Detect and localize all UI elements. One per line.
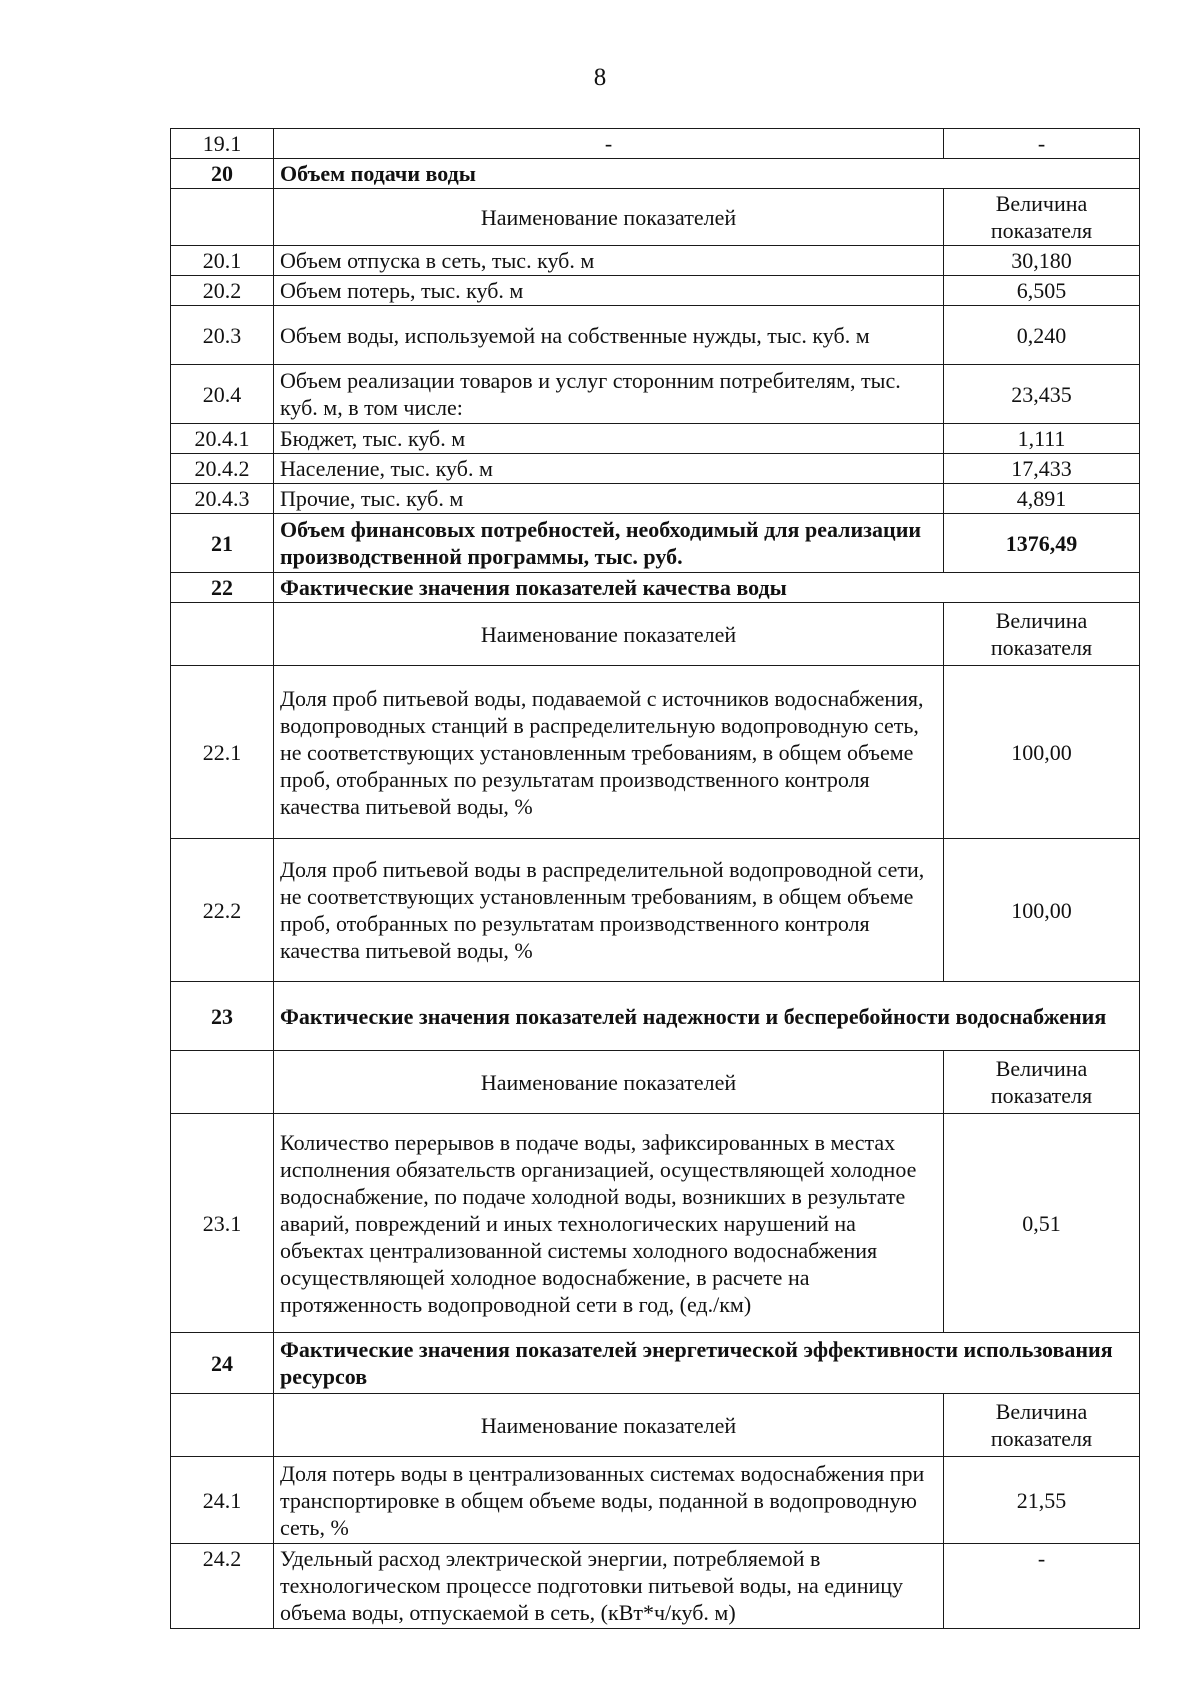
- row-name: Удельный расход электрической энергии, потребляемой в технологическом процессе подготовки питьевой воды, на единицу объема воды, отпускаемой в сеть, (кВт*ч/куб. м): [274, 1544, 944, 1629]
- header-blank-cell: [171, 1051, 274, 1114]
- row-value: -: [944, 129, 1140, 159]
- section-row: [171, 159, 1140, 189]
- table-row: [171, 129, 1140, 159]
- section-number: 21: [171, 514, 274, 573]
- row-name: Бюджет, тыс. куб. м: [274, 424, 944, 454]
- header-name: Наименование показателей: [274, 189, 944, 246]
- table-row: [171, 365, 1140, 424]
- table-row: [171, 1457, 1140, 1544]
- row-value: 1,111: [944, 424, 1140, 454]
- row-name: Количество перерывов в подаче воды, зафиксированных в местах исполнения обязательств организацией, осуществляющей холодное водоснабжение, по подаче холодной воды, возникших в результате аварий, повреждений и иных технологических нарушений на объектах централизованной системы холодного водоснабжения осуществляющей холодное водоснабжение, в расчете на протяженность водопроводной сети в год, (ед./км): [274, 1114, 944, 1333]
- row-name: Доля проб питьевой воды, подаваемой с источников водоснабжения, водопроводных станций в распределительную водопроводную сеть, не соответствующих установленным требованиям, в общем объеме проб, отобранных по результатам производственного контроля качества питьевой воды, %: [274, 666, 944, 839]
- table-row: [171, 1544, 1140, 1629]
- row-number: 20.2: [171, 276, 274, 306]
- row-name: -: [274, 129, 944, 159]
- section-title: Объем подачи воды: [274, 159, 1140, 189]
- header-name: Наименование показателей: [274, 1051, 944, 1114]
- header-value: Величина показателя: [944, 1394, 1140, 1457]
- table-row: [171, 1114, 1140, 1333]
- row-number: 20.1: [171, 246, 274, 276]
- row-name: Доля проб питьевой воды в распределительной водопроводной сети, не соответствующих установленным требованиям, в общем объеме проб, отобранных по результатам производственного контроля качества питьевой воды, %: [274, 839, 944, 982]
- row-number: 20.4.3: [171, 484, 274, 514]
- section-number: 22: [171, 573, 274, 603]
- row-value: 100,00: [944, 839, 1140, 982]
- row-number: 24.1: [171, 1457, 274, 1544]
- table-row: [171, 484, 1140, 514]
- row-name: Доля потерь воды в централизованных системах водоснабжения при транспортировке в общем объеме воды, поданной в водопроводную сеть, %: [274, 1457, 944, 1544]
- section-number: 20: [171, 159, 274, 189]
- row-value: 23,435: [944, 365, 1140, 424]
- row-value: 30,180: [944, 246, 1140, 276]
- section-row: [171, 514, 1140, 573]
- section-value: 1376,49: [944, 514, 1140, 573]
- header-value: Величина показателя: [944, 189, 1140, 246]
- section-title: Фактические значения показателей качества воды: [274, 573, 1140, 603]
- section-number: 23: [171, 982, 274, 1051]
- header-name: Наименование показателей: [274, 1394, 944, 1457]
- row-value: 0,51: [944, 1114, 1140, 1333]
- row-number: 24.2: [171, 1544, 274, 1629]
- header-value: Величина показателя: [944, 1051, 1140, 1114]
- table-row: [171, 454, 1140, 484]
- row-value: 6,505: [944, 276, 1140, 306]
- header-name: Наименование показателей: [274, 603, 944, 666]
- row-number: 20.4.2: [171, 454, 274, 484]
- row-name: Объем воды, используемой на собственные нужды, тыс. куб. м: [274, 306, 944, 365]
- section-title: Объем финансовых потребностей, необходимый для реализации производственной программы, тыс. руб.: [274, 514, 944, 573]
- header-blank-cell: [171, 1394, 274, 1457]
- row-number: 20.3: [171, 306, 274, 365]
- row-value: 17,433: [944, 454, 1140, 484]
- header-row: [171, 189, 1140, 246]
- section-row: [171, 1333, 1140, 1394]
- header-blank-cell: [171, 603, 274, 666]
- header-row: [171, 1394, 1140, 1457]
- section-title: Фактические значения показателей надежности и бесперебойности водоснабжения: [274, 982, 1140, 1051]
- table-row: [171, 306, 1140, 365]
- header-row: [171, 1051, 1140, 1114]
- row-value: 4,891: [944, 484, 1140, 514]
- row-number: 20.4: [171, 365, 274, 424]
- table-row: [171, 424, 1140, 454]
- table-row: [171, 839, 1140, 982]
- row-value: 0,240: [944, 306, 1140, 365]
- table-row: [171, 246, 1140, 276]
- header-row: [171, 603, 1140, 666]
- section-title: Фактические значения показателей энергетической эффективности использования ресурсов: [274, 1333, 1140, 1394]
- section-row: [171, 982, 1140, 1051]
- row-value: 21,55: [944, 1457, 1140, 1544]
- table-row: [171, 666, 1140, 839]
- section-row: [171, 573, 1140, 603]
- row-name: Объем отпуска в сеть, тыс. куб. м: [274, 246, 944, 276]
- row-name: Прочие, тыс. куб. м: [274, 484, 944, 514]
- row-value: -: [944, 1544, 1140, 1629]
- row-name: Объем реализации товаров и услуг сторонним потребителям, тыс. куб. м, в том числе:: [274, 365, 944, 424]
- row-value: 100,00: [944, 666, 1140, 839]
- page-number: 8: [593, 64, 607, 91]
- row-name: Объем потерь, тыс. куб. м: [274, 276, 944, 306]
- row-number: 22.1: [171, 666, 274, 839]
- row-number: 22.2: [171, 839, 274, 982]
- indicators-table: [170, 128, 1140, 1629]
- header-value: Величина показателя: [944, 603, 1140, 666]
- row-name: Население, тыс. куб. м: [274, 454, 944, 484]
- row-number: 23.1: [171, 1114, 274, 1333]
- section-number: 24: [171, 1333, 274, 1394]
- row-number: 20.4.1: [171, 424, 274, 454]
- header-blank-cell: [171, 189, 274, 246]
- indicators-table-container: [170, 128, 1140, 1629]
- table-row: [171, 276, 1140, 306]
- row-number: 19.1: [171, 129, 274, 159]
